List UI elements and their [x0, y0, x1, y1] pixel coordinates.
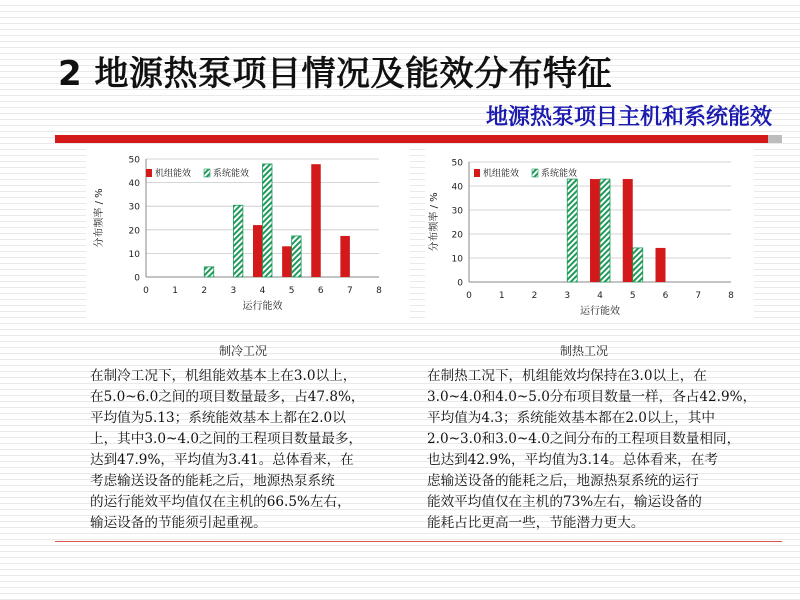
- legend-label: 系统能效: [541, 169, 578, 179]
- accent-bar: [55, 135, 768, 143]
- unit-efficiency-bar: [656, 248, 666, 282]
- heating-text-line: 能耗占比更高一些，节能潜力更大。: [427, 515, 645, 531]
- cooling-caption: 制冷工况: [219, 344, 268, 358]
- y-tick-label: 30: [451, 206, 463, 217]
- x-tick-label: 6: [662, 291, 669, 301]
- heating-caption: 制热工况: [560, 344, 609, 358]
- heating-text-line: 2.0~3.0和3.0~4.0之间分布的工程项目数量相同，: [427, 431, 741, 447]
- x-tick-label: 0: [143, 286, 149, 296]
- x-tick-label: 5: [629, 291, 636, 301]
- cooling-description: [90, 366, 402, 534]
- y-tick-label: 40: [128, 179, 140, 190]
- x-tick-label: 8: [728, 291, 734, 301]
- cooling-text-line: 的运行能效平均值仅在主机的66.5%左右，: [90, 494, 351, 510]
- x-tick-label: 4: [259, 286, 266, 296]
- y-tick-label: 40: [451, 182, 463, 193]
- unit-efficiency-bar: [311, 164, 321, 277]
- unit-efficiency-bar: [590, 179, 600, 282]
- x-tick-label: 6: [317, 286, 324, 296]
- x-tick-label: 1: [172, 286, 178, 296]
- heating-text-line: 3.0~4.0和4.0~5.0分布项目数量一样，各占42.9%，: [427, 389, 757, 405]
- legend-swatch: [146, 169, 152, 177]
- y-tick-label: 20: [451, 230, 463, 241]
- legend-swatch: [474, 169, 480, 177]
- x-tick-label: 0: [466, 291, 472, 301]
- heating-chart-panel: [425, 149, 754, 321]
- heating-description: [427, 366, 777, 534]
- system-efficiency-bar: [633, 248, 643, 282]
- legend-label: 机组能效: [483, 169, 520, 179]
- heating-text-line: 能效平均值仅在主机的73%左右，输运设备的: [427, 494, 702, 510]
- x-tick-label: 2: [201, 286, 208, 296]
- slide-subtitle: 地源热泵项目主机和系统能效: [485, 105, 772, 130]
- legend-label: 机组能效: [155, 169, 192, 179]
- unit-efficiency-bar: [253, 225, 263, 277]
- legend-label: 系统能效: [213, 169, 250, 179]
- system-efficiency-bar: [263, 164, 273, 277]
- heating-text-line: 在制热工况下，机组能效均保持在3.0以上，在: [427, 368, 707, 384]
- cooling-text-line: 在5.0~6.0之间的项目数量最多，占47.8%，: [90, 389, 365, 405]
- x-axis-label: 运行能效: [242, 301, 283, 312]
- y-tick-label: 20: [128, 226, 140, 237]
- cooling-chart: [86, 149, 410, 322]
- cooling-chart-panel: [86, 149, 410, 322]
- x-tick-label: 2: [531, 291, 538, 301]
- heating-chart: [425, 149, 754, 321]
- system-efficiency-bar: [204, 267, 214, 277]
- x-tick-label: 7: [347, 286, 353, 296]
- x-tick-label: 3: [230, 286, 237, 296]
- heating-text-line: 也达到42.9%，平均值为3.14。总体看来，在考: [427, 452, 718, 468]
- y-tick-label: 0: [457, 278, 463, 289]
- unit-efficiency-bar: [340, 236, 350, 277]
- legend-swatch: [204, 169, 210, 177]
- x-tick-label: 7: [695, 291, 702, 301]
- cooling-text-line: 输运设备的节能须引起重视。: [90, 515, 267, 531]
- slide-title: 2 地源热泵项目情况及能效分布特征: [58, 54, 612, 94]
- footer-divider: [55, 541, 782, 542]
- system-efficiency-bar: [567, 179, 577, 282]
- x-tick-label: 1: [498, 291, 505, 301]
- heating-text-line: 平均值为4.3；系统能效基本都在2.0以上，其中: [427, 410, 715, 426]
- y-tick-label: 0: [134, 273, 140, 284]
- system-efficiency-bar: [292, 236, 302, 277]
- system-efficiency-bar: [233, 205, 243, 277]
- y-axis-label: 分布频率 / %: [94, 188, 105, 248]
- cooling-text-line: 在制冷工况下，机组能效基本上在3.0以上，: [90, 368, 357, 384]
- cooling-text-line: 达到47.9%，平均值为3.41。总体看来，在: [90, 452, 354, 468]
- y-tick-label: 50: [128, 155, 140, 166]
- cooling-text-line: 考虑输送设备的能耗之后，地源热泵系统: [90, 473, 335, 489]
- cooling-text-line: 平均值为5.13；系统能效基本上都在2.0以: [90, 410, 346, 426]
- y-tick-label: 50: [451, 158, 463, 169]
- x-tick-label: 3: [564, 291, 571, 301]
- x-tick-label: 4: [597, 291, 603, 301]
- x-tick-label: 5: [288, 286, 295, 296]
- heating-text-line: 虑输送设备的能耗之后，地源热泵系统的运行: [427, 473, 699, 489]
- accent-bar-end: [768, 135, 782, 143]
- x-axis-label: 运行能效: [580, 306, 620, 317]
- unit-efficiency-bar: [623, 179, 633, 282]
- unit-efficiency-bar: [282, 246, 292, 277]
- y-tick-label: 30: [128, 202, 140, 213]
- legend-swatch: [532, 169, 538, 177]
- cooling-text-line: 上，其中3.0~4.0之间的工程项目数量最多，: [90, 431, 363, 447]
- y-axis-label: 分布频率 / %: [429, 192, 440, 252]
- y-tick-label: 10: [128, 249, 140, 260]
- x-tick-label: 8: [376, 286, 382, 296]
- y-tick-label: 10: [451, 254, 463, 265]
- system-efficiency-bar: [600, 179, 610, 282]
